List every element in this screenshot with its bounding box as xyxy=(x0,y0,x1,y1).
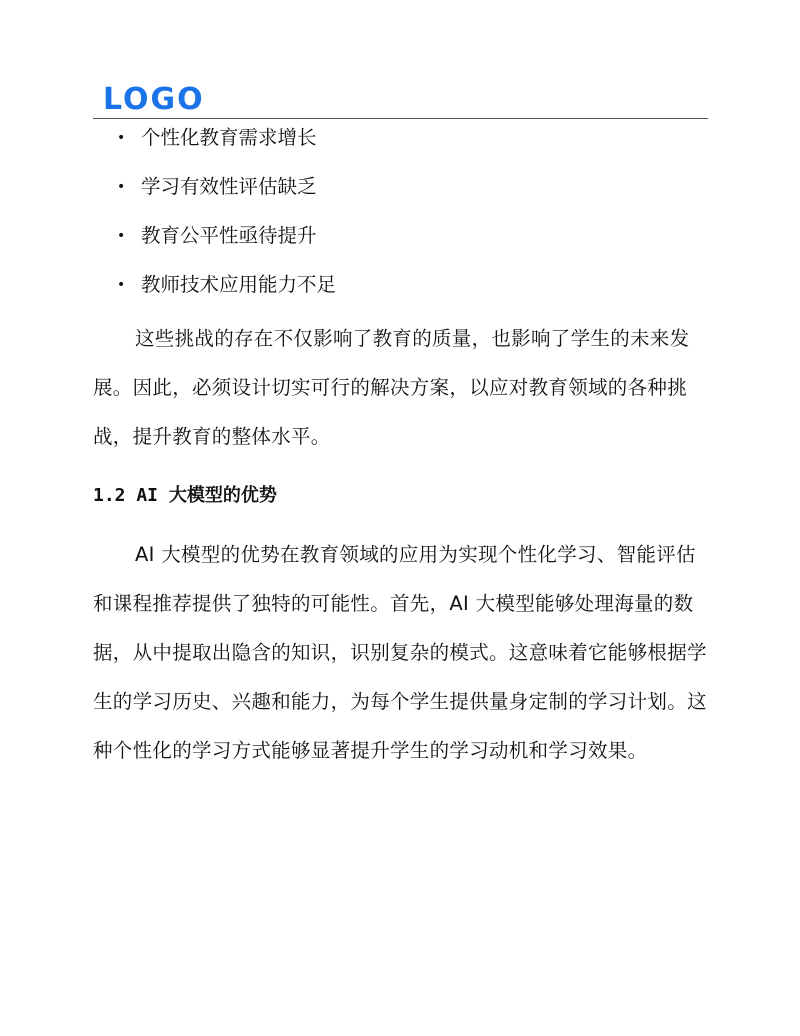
list-item-text: 学习有效性评估缺乏 xyxy=(141,175,317,198)
list-item-text: 教育公平性亟待提升 xyxy=(141,224,317,247)
bullet-icon: • xyxy=(117,277,126,293)
list-item xyxy=(93,118,713,167)
challenge-list xyxy=(93,118,713,314)
bullet-icon: • xyxy=(117,228,126,244)
challenges-summary-paragraph: 这些挑战的存在不仅影响了教育的质量，也影响了学生的未来发展。因此，必须设计切实可行的解决方案，以应对教育领域的各种挑战，提升教育的整体水平。 xyxy=(93,327,690,448)
list-item-text: 教师技术应用能力不足 xyxy=(141,273,337,296)
document-body xyxy=(93,118,713,775)
bullet-icon: • xyxy=(117,179,126,195)
list-item-text: 个性化教育需求增长 xyxy=(141,126,317,149)
logo: LOGO xyxy=(103,82,205,117)
ai-advantages-paragraph: AI 大模型的优势在教育领域的应用为实现个性化学习、智能评估和课程推荐提供了独特的可能性。首先，AI 大模型能够处理海量的数据，从中提取出隐含的知识，识别复杂的模式。这意味着它能够根据学生的学习历史、兴趣和能力，为每个学生提供量身定制的学习计划。这种个性化的学习方式能够显著提升学生的学习动机和学习效果。 xyxy=(93,543,707,762)
list-item xyxy=(93,216,713,265)
list-item xyxy=(93,167,713,216)
section-heading: 1.2 AI 大模型的优势 xyxy=(93,485,277,506)
list-item xyxy=(93,265,713,314)
page-header xyxy=(93,80,708,119)
bullet-icon: • xyxy=(117,130,126,146)
